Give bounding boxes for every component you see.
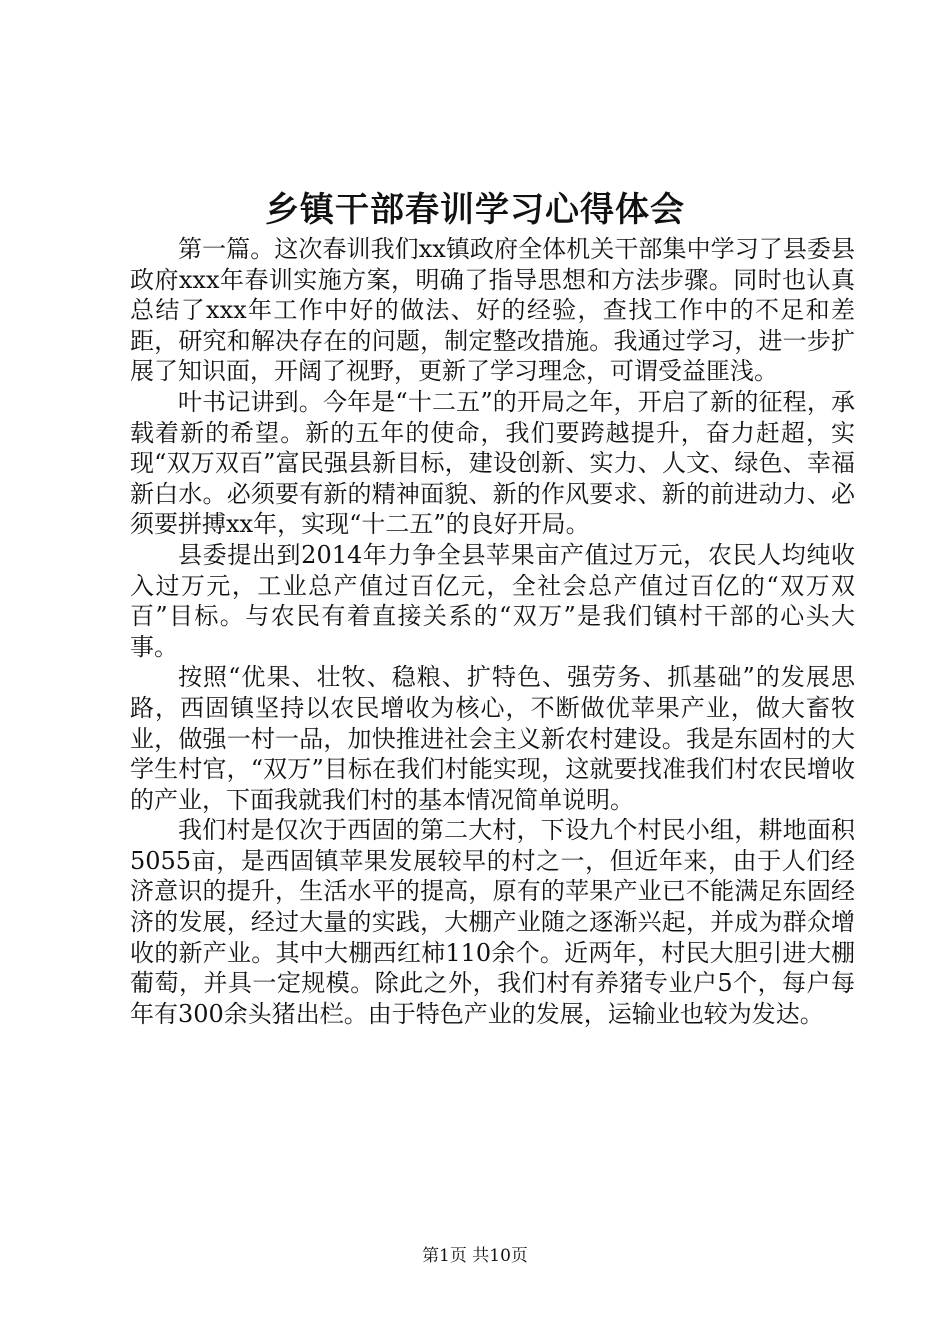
paragraph-4: 按照“优果、壮牧、稳粮、扩特色、强劳务、抓基础”的发展思路，西固镇坚持以农民增收为核心，不断做优苹果产业，做大畜牧业，做强一村一品，加快推进社会主义新农村建设。我是东固村的大学生村官，“双万”目标在我们村能实现，这就要找准我们村农民增收的产业，下面我就我们村的基本情况简单说明。 <box>130 663 855 814</box>
document-title: 乡镇干部春训学习心得体会 <box>265 190 685 230</box>
document-body <box>130 234 855 1029</box>
page-number-footer: 第1页 共10页 <box>422 1246 528 1266</box>
paragraph-2: 叶书记讲到。今年是“十二五”的开局之年，开启了新的征程，承载着新的希望。新的五年的使命，我们要跨越提升，奋力赶超，实现“双万双百”富民强县新目标，建设创新、实力、人文、绿色、幸福新白水。必须要有新的精神面貌、新的作风要求、新的前进动力、必须要拼搏xx年，实现“十二五”的良好开局。 <box>130 387 855 539</box>
paragraph-5: 我们村是仅次于西固的第二大村，下设九个村民小组，耕地面积5055亩，是西固镇苹果发展较早的村之一，但近年来，由于人们经济意识的提升，生活水平的提高，原有的苹果产业已不能满足东固经济的发展，经过大量的实践，大棚产业随之逐渐兴起，并成为群众增收的新产业。其中大棚西红柿110余个。近两年，村民大胆引进大棚葡萄，并具一定规模。除此之外，我们村有养猪专业户5个，每户每年有300余头猪出栏。由于特色产业的发展，运输业也较为发达。 <box>130 816 855 1028</box>
paragraph-1: 第一篇。这次春训我们xx镇政府全体机关干部集中学习了县委县政府xxx年春训实施方案，明确了指导思想和方法步骤。同时也认真总结了xxx年工作中好的做法、好的经验，查找工作中的不足和差距，研究和解决存在的问题，制定整改措施。我通过学习，进一步扩展了知识面，开阔了视野，更新了学习理念，可谓受益匪浅。 <box>130 235 855 386</box>
paragraph-3: 县委提出到2014年力争全县苹果亩产值过万元，农民人均纯收入过万元，工业总产值过百亿元，全社会总产值过百亿的“双万双百”目标。与农民有着直接关系的“双万”是我们镇村干部的心头大事。 <box>130 540 855 661</box>
